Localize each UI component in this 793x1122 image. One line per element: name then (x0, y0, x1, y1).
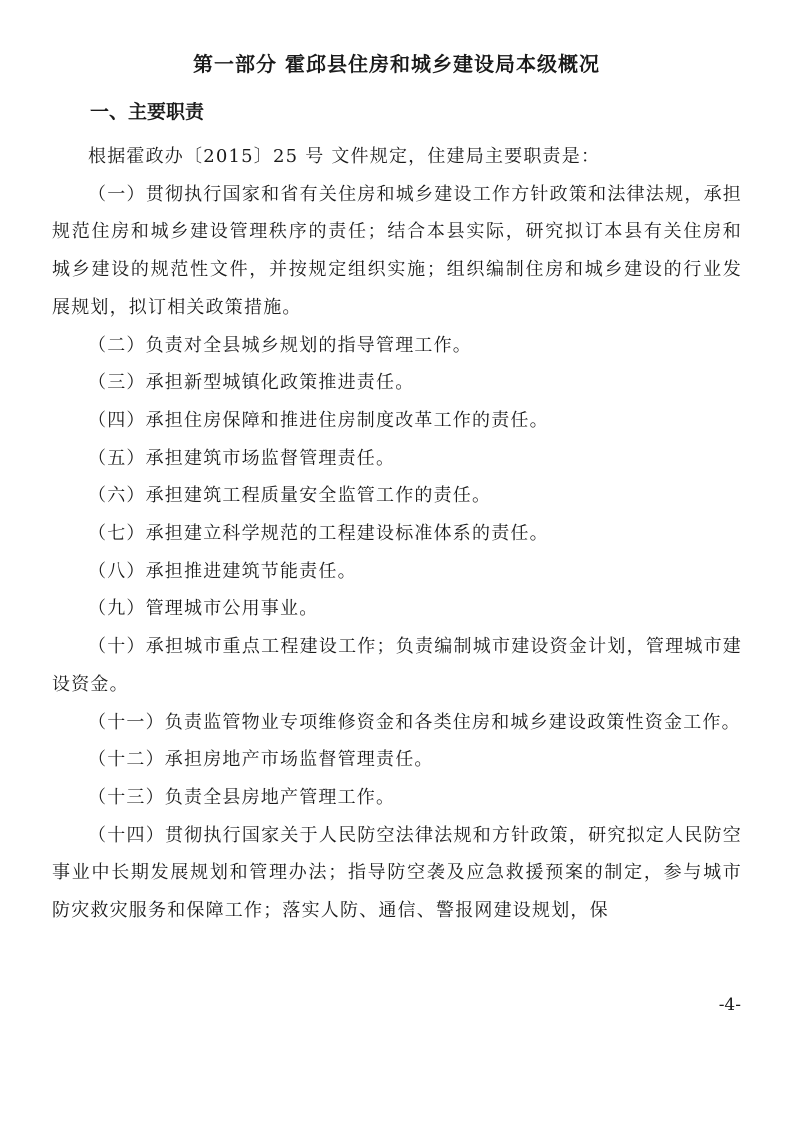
duty-item-9: （九）管理城市公用事业。 (88, 598, 319, 620)
section-heading: 一、主要职责 (90, 101, 205, 123)
duty-item-2: （二）负责对全县城乡规划的指导管理工作。 (88, 334, 472, 356)
duty-item-7: （七）承担建立科学规范的工程建设标准体系的责任。 (88, 523, 549, 545)
duty-item-13: （十三）负责全县房地产管理工作。 (88, 786, 396, 808)
duty-item-14: （十四）贯彻执行国家关于人民防空法律法规和方针政策，研究拟定人民防空事业中长期发展规划和管理办法；指导防空袭及应急救援预案的制定，参与城市防灾救灾服务和保障工作；落实人防、通信、警报网建设规划，保 (52, 824, 742, 922)
duty-item-8: （八）承担推进建筑节能责任。 (88, 560, 357, 582)
document-body (52, 138, 742, 930)
duty-item-6: （六）承担建筑工程质量安全监管工作的责任。 (88, 485, 492, 507)
duty-item-1: （一）贯彻执行国家和省有关住房和城乡建设工作方针政策和法律法规，承担规范住房和城乡建设管理秩序的责任；结合本县实际，研究拟订本县有关住房和城乡建设的规范性文件，并按规定组织实施；组织编制住房和城乡建设的行业发展规划，拟订相关政策措施。 (52, 183, 742, 318)
duty-item-5: （五）承担建筑市场监督管理责任。 (88, 447, 396, 469)
duty-item-12: （十二）承担房地产市场监督管理责任。 (88, 749, 434, 771)
intro-paragraph: 根据霍政办〔2015〕25 号 文件规定，住建局主要职责是： (88, 146, 601, 167)
page-number: -4- (718, 995, 741, 1015)
duty-item-3: （三）承担新型城镇化政策推进责任。 (88, 372, 415, 394)
duty-item-10: （十）承担城市重点工程建设工作；负责编制城市建设资金计划，管理城市建设资金。 (52, 636, 742, 695)
duty-item-4: （四）承担住房保障和推进住房制度改革工作的责任。 (88, 409, 549, 431)
duty-item-11: （十一）负责监管物业专项维修资金和各类住房和城乡建设政策性资金工作。 (88, 711, 741, 733)
document-title: 第一部分 霍邱县住房和城乡建设局本级概况 (193, 52, 600, 76)
